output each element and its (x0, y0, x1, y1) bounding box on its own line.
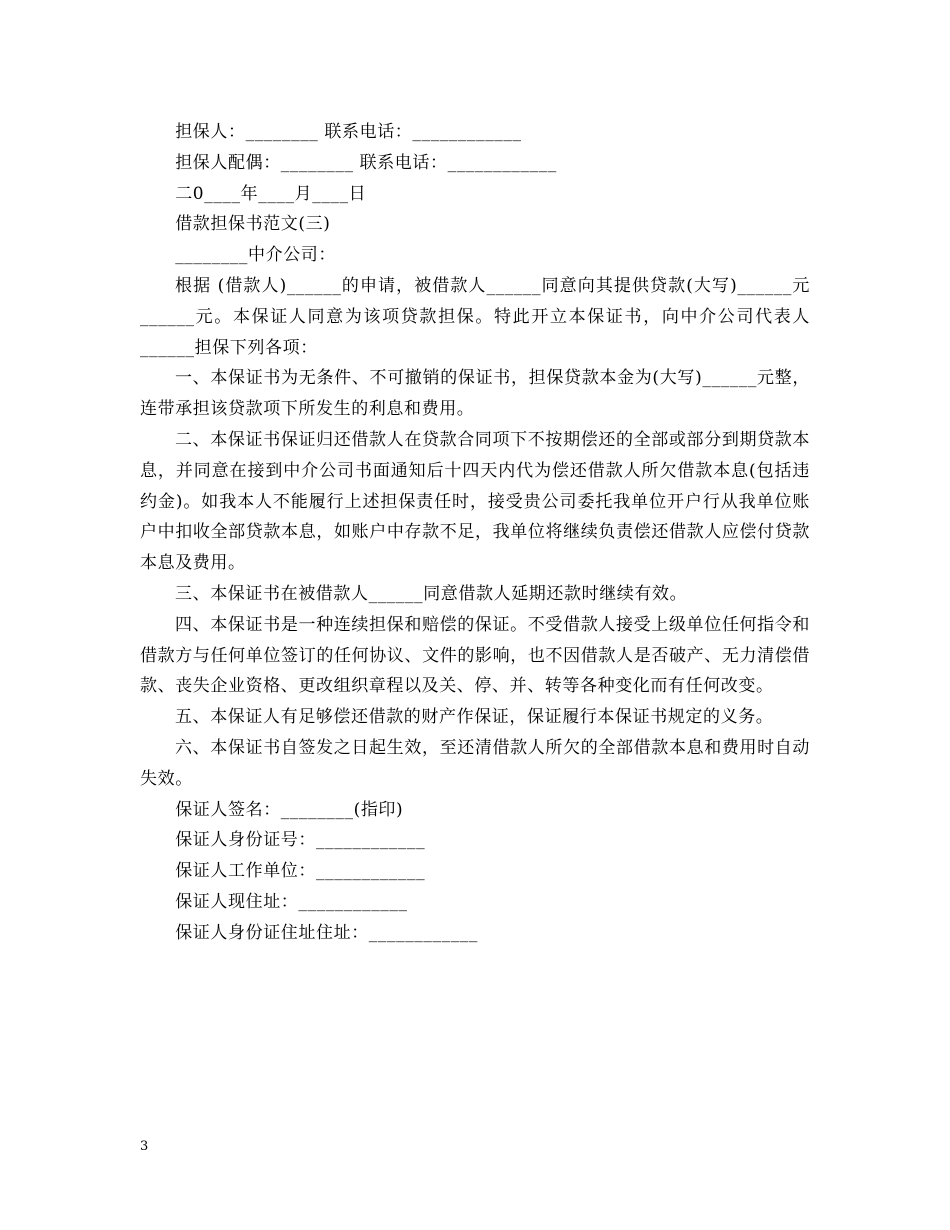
current-address-line: 保证人现住址：____________ (140, 891, 408, 912)
guarantor-spouse-line: 担保人配偶：________ 联系电话：____________ (140, 152, 557, 173)
intro-paragraph: 根据 (借款人)______的申请，被借款人______同意向其提供贷款(大写)______元______元。本保证人同意为该项贷款担保。特此开立本保证书，向中介公司代表人______担保下列各项： (140, 275, 810, 358)
document-body (140, 117, 810, 949)
clause-1-paragraph: 一、本保证书为无条件、不可撤销的保证书，担保贷款本金为(大写)______元整，连带承担该贷款项下所发生的利息和费用。 (140, 368, 810, 420)
clause-6-paragraph: 六、本保证书自签发之日起生效，至还清借款人所欠的全部借款本息和费用时自动失效。 (140, 737, 810, 789)
id-number-line: 保证人身份证号：____________ (140, 830, 426, 851)
guarantor-line: 担保人：________ 联系电话：____________ (140, 122, 522, 142)
section-title: 借款担保书范文(三) (140, 214, 331, 235)
page-number: 3 (140, 1139, 149, 1154)
id-address-line: 保证人身份证住址住址：____________ (140, 922, 478, 943)
clause-5-paragraph: 五、本保证人有足够偿还借款的财产作保证，保证履行本保证书规定的义务。 (175, 707, 774, 728)
signature-line: 保证人签名：________(指印) (140, 799, 404, 820)
date-line: 二0____年____月____日 (140, 183, 367, 204)
clause-4-paragraph: 四、本保证书是一种连续担保和赔偿的保证。不受借款人接受上级单位任何指令和借款方与任何单位签订的任何协议、文件的影响，也不因借款人是否破产、无力清偿借款、丧失企业资格、更改组织章程以及关、停、并、转等各种变化而有任何改变。 (140, 614, 810, 697)
addressee-line: ________中介公司： (140, 245, 336, 266)
employer-line: 保证人工作单位：____________ (140, 861, 426, 882)
clause-3-paragraph: 三、本保证书在被借款人______同意借款人延期还款时继续有效。 (175, 583, 688, 604)
clause-2-paragraph: 二、本保证书保证归还借款人在贷款合同项下不按期偿还的全部或部分到期贷款本息，并同意在接到中介公司书面通知后十四天内代为偿还借款人所欠借款本息(包括违约金)。如我本人不能履行上述担保责任时，接受贵公司委托我单位开户行从我单位账户中扣收全部贷款本息，如账户中存款不足，我单位将继续负责偿还借款人应偿付贷款本息及费用。 (140, 429, 810, 574)
